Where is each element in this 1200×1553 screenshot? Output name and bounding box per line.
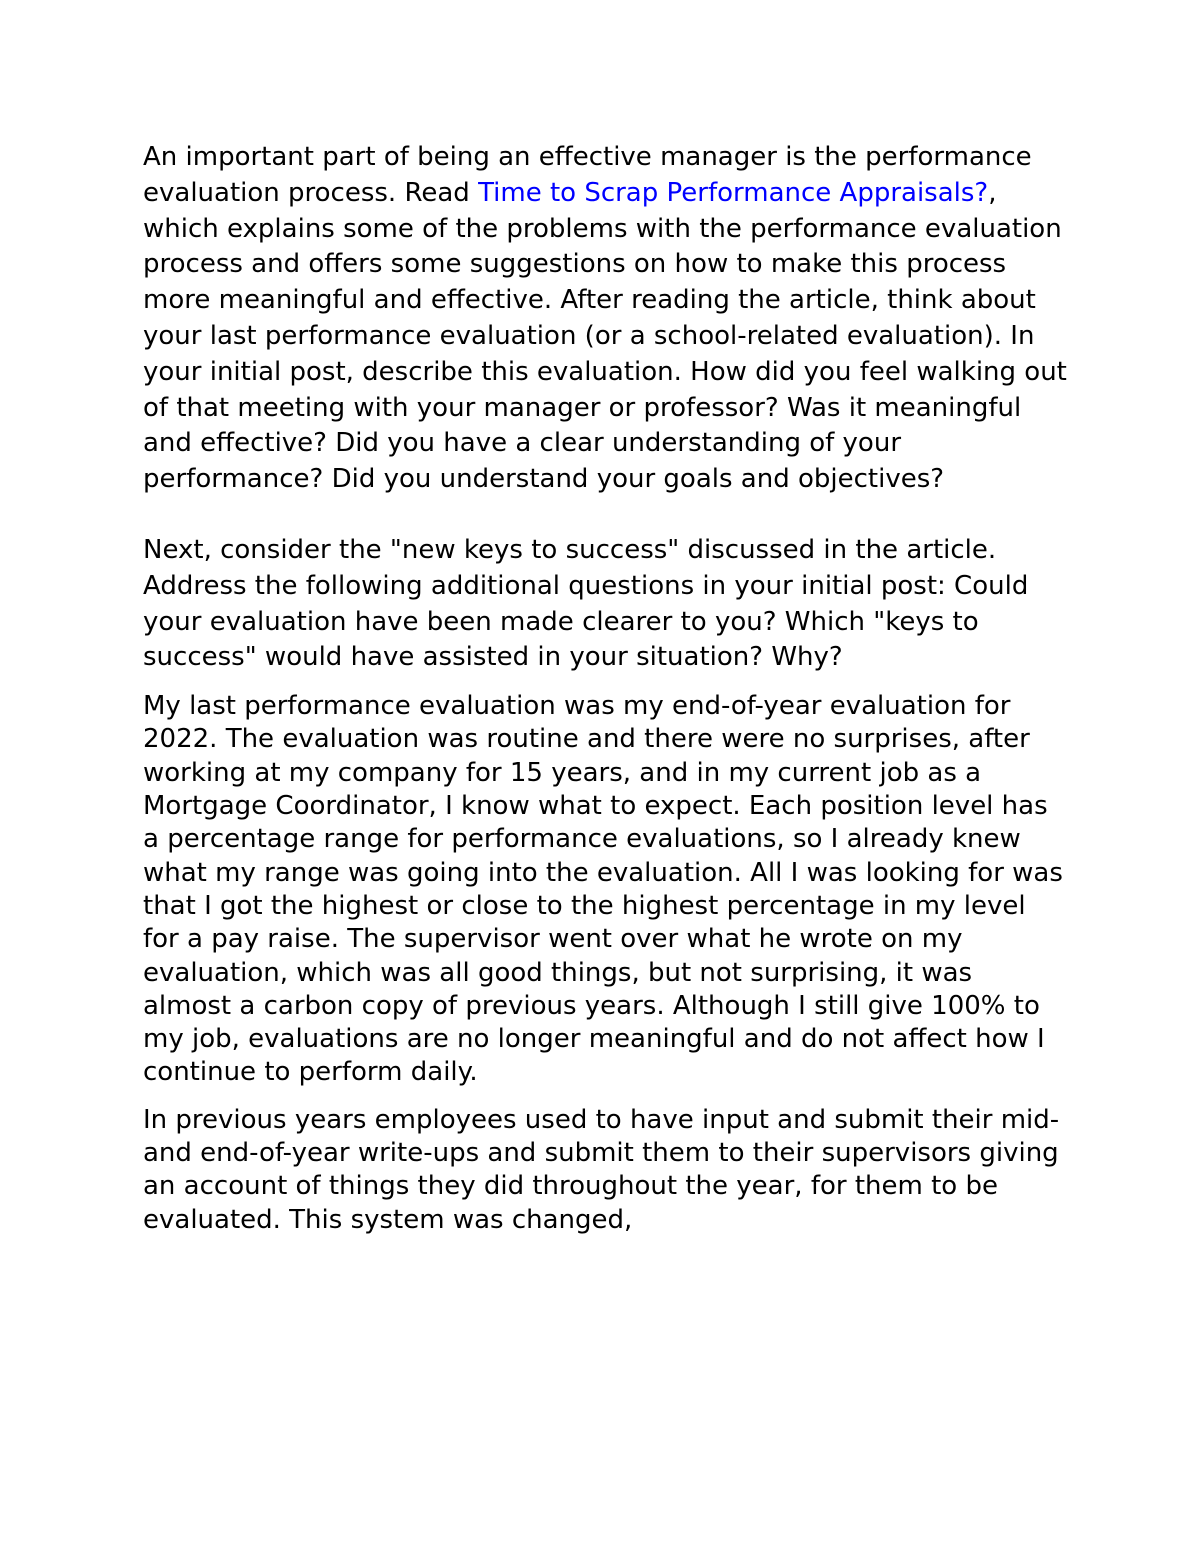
article-link[interactable]: Time to Scrap Performance Appraisals? [478,177,989,208]
prompt-paragraph-1-text-before-link: An important part of being an effective manager is the performance evaluation process. Read [143,142,1032,208]
prompt-paragraph-1 [143,140,1068,498]
answer-paragraph-1: My last performance evaluation was my end-of-year evaluation for 2022. The evaluation was routine and there were no surprises, after working at my company for 15 years, and in my current job as a Mortgage Coordinator, I know what to expect. Each position level has a percentage range for performance evaluations, so I already knew what my range was going into the evaluation. All I was looking for was that I got the highest or close to the highest percentage in my level for a pay raise. The supervisor went over what he wrote on my evaluation, which was all good things, but not surprising, it was almost a carbon copy of previous years. Although I still give 100% to my job, evaluations are no longer meaningful and do not affect how I continue to perform daily. [143,691,1063,1088]
prompt-paragraph-1-text-after-link: , which explains some of the problems with the performance evaluation process and offers some suggestions on how to make this process more meaningful and effective. After reading the article, think about your last performance evaluation (or a school-related evaluation). In your initial post, describe this evaluation. How did you feel walking out of that meeting with your manager or professor? Was it meaningful and effective? Did you have a clear understanding of your performance? Did you understand your goals and objectives? [143,177,1067,495]
document-body [143,140,1068,1237]
answer-paragraph-2: In previous years employees used to have input and submit their mid- and end-of-year write-ups and submit them to their supervisors giving an account of things they did throughout the year, for them to be evaluated. This system was changed, [143,1104,1060,1235]
prompt-paragraph-2: Next, consider the "new keys to success" discussed in the article. Address the following additional questions in your initial post: Could your evaluation have been made clearer to you? Which "keys to success" would have assisted in your situation? Why? [143,534,1029,673]
